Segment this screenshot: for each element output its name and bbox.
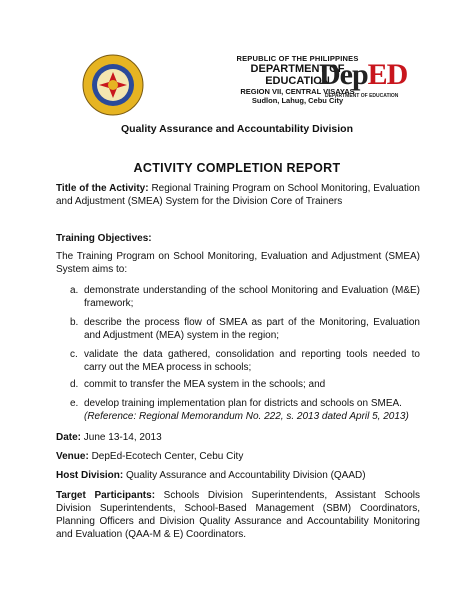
objective-item bbox=[70, 316, 420, 342]
venue-line bbox=[56, 450, 420, 463]
objective-letter: d. bbox=[70, 379, 79, 390]
deped-logo-ed: ED bbox=[367, 58, 408, 91]
deped-seal-logo bbox=[82, 54, 144, 116]
objective-item bbox=[70, 348, 420, 374]
participants-line bbox=[56, 489, 420, 541]
objective-text bbox=[84, 397, 420, 423]
objective-item bbox=[70, 284, 420, 310]
host-value: Quality Assurance and Accountability Division (QAAD) bbox=[126, 470, 366, 481]
deped-logo-subtitle: DEPARTMENT OF EDUCATION bbox=[325, 93, 399, 99]
participants-label: Target Participants: bbox=[56, 490, 156, 501]
objective-item bbox=[70, 378, 420, 391]
objectives-intro: The Training Program on School Monitoring, Evaluation and Adjustment (SMEA) System aims to: bbox=[56, 251, 420, 275]
objective-letter: b. bbox=[70, 317, 79, 328]
activity-value: Regional Training Program on School Monitoring, Evaluation and Adjustment (SMEA) System for the Division Core of Trainers bbox=[56, 183, 420, 207]
activity-title bbox=[56, 182, 420, 208]
address-line: Sudlon, Lahug, Cebu City bbox=[251, 96, 344, 105]
host-label: Host Division: bbox=[56, 470, 124, 481]
date-label: Date: bbox=[56, 432, 82, 443]
date-value: June 13-14, 2013 bbox=[83, 432, 162, 443]
venue-label: Venue: bbox=[56, 451, 89, 462]
objective-text: validate the data gathered, consolidation and reporting tools needed to carry out the MEA process in schools; bbox=[84, 349, 420, 373]
objectives-heading: Training Objectives: bbox=[56, 233, 152, 244]
republic-line: REPUBLIC OF THE PHILIPPINES bbox=[236, 54, 359, 63]
objective-letter: e. bbox=[70, 398, 79, 409]
division-name: Quality Assurance and Accountability Division bbox=[120, 123, 354, 135]
objective-text: commit to transfer the MEA system in the schools; and bbox=[84, 379, 326, 390]
deped-logo bbox=[319, 58, 409, 110]
venue-value: DepEd-Ecotech Center, Cebu City bbox=[91, 451, 244, 462]
department-name: DEPARTMENT OF EDUCATION bbox=[250, 63, 345, 87]
objective-text: demonstrate understanding of the school Monitoring and Evaluation (M&E) framework; bbox=[84, 285, 420, 309]
report-title: ACTIVITY COMPLETION REPORT bbox=[133, 161, 341, 175]
participants-value: Schools Division Superintendents, Assistant Schools Division Superintendents, School-Based Management (SBM) Coordinators, Planning Officers and Division Quality Assurance and Accountability Monitoring and Evaluation (QAA-M & E) Coordinators. bbox=[56, 490, 421, 540]
date-line bbox=[56, 431, 420, 444]
objective-text: describe the process flow of SMEA as part of the Monitoring, Evaluation and Adjustment (MEA) system in the region; bbox=[84, 317, 420, 341]
objective-letter: a. bbox=[70, 285, 79, 296]
letterhead bbox=[72, 52, 412, 112]
objective-reference: (Reference: Regional Memorandum No. 222, s. 2013 dated April 5, 2013) bbox=[84, 411, 409, 422]
host-line bbox=[56, 469, 420, 482]
region-line: REGION VII, CENTRAL VISAYAS bbox=[240, 87, 355, 96]
objective-letter: c. bbox=[70, 349, 78, 360]
activity-label: Title of the Activity: bbox=[56, 183, 149, 194]
objective-text-main: develop training implementation plan for districts and schools on SMEA. bbox=[84, 398, 402, 409]
objective-item bbox=[70, 397, 420, 423]
deped-logo-dep: Dep bbox=[319, 58, 368, 91]
